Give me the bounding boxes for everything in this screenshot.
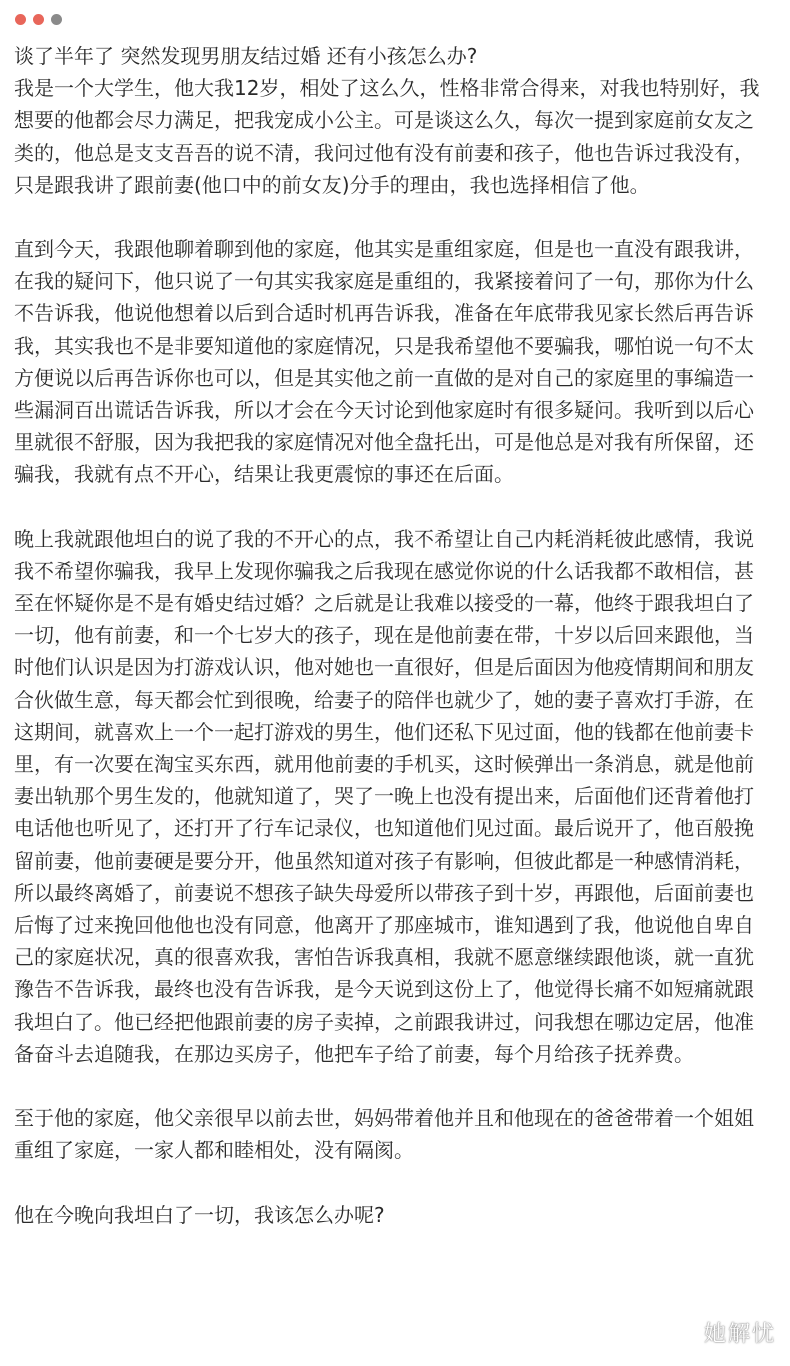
text-line: 类的，他总是支支吾吾的说不清，我问过他有没有前妻和孩子，他也告诉过我没有， [14,140,754,165]
text-line: 电话他也听见了，还打开了行车记录仪，也知道他们见过面。最后说开了，他百般挽 [14,816,754,841]
text-line: 妻出轨那个男生发的，他就知道了，哭了一晚上也没有提出来，后面他们还背着他打 [14,784,754,809]
text-line: 只是跟我讲了跟前妻(他口中的前女友)分手的理由，我也选择相信了他。 [14,172,650,197]
paragraph-4 [14,1102,782,1166]
text-line: 直到今天，我跟他聊着聊到他的家庭，他其实是重组家庭，但是也一直没有跟我讲， [14,237,754,262]
text-line: 在我的疑问下，他只说了一句其实我家庭是重组的，我紧接着问了一句，那你为什么 [14,269,754,294]
post-title: 谈了半年了 突然发现男朋友结过婚 还有小孩怎么办? [14,44,478,68]
text-line: 所以最终离婚了，前妻说不想孩子缺失母爱所以带孩子到十岁，再跟他，后面前妻也 [14,880,754,905]
watermark-logo: 她解忧 [703,1322,776,1347]
text-line: 这期间，就喜欢上一个一起打游戏的男生，他们还私下见过面，他的钱都在他前妻卡 [14,719,754,744]
maximize-dot-icon[interactable] [51,14,62,25]
text-line: 己的家庭状况，真的很喜欢我，害怕告诉我真相，我就不愿意继续跟他谈，就一直犹 [14,945,754,970]
text-line: 些漏洞百出谎话告诉我，所以才会在今天讨论到他家庭时有很多疑问。我听到以后心 [14,398,754,423]
closing-question: 他在今晚向我坦白了一切，我该怎么办呢? [14,1202,385,1227]
text-line: 我坦白了。他已经把他跟前妻的房子卖掉，之前跟我讲过，问我想在哪边定居，他准 [14,1009,754,1034]
text-line: 方便说以后再告诉你也可以，但是其实他之前一直做的是对自己的家庭里的事编造一 [14,365,754,390]
paragraph-3 [14,523,782,1070]
paragraph-5 [14,1199,782,1231]
text-line: 不告诉我，他说他想着以后到合适时机再告诉我，准备在年底带我见家长然后再告诉 [14,301,754,326]
text-line: 合伙做生意，每天都会忙到很晚，给妻子的陪伴也就少了，她的妻子喜欢打手游，在 [14,687,754,712]
window-controls [15,14,62,25]
text-line: 里就很不舒服，因为我把我的家庭情况对他全盘托出，可是他总是对我有所保留，还 [14,430,754,455]
paragraph-1 [14,40,782,201]
text-line: 一切，他有前妻，和一个七岁大的孩子，现在是他前妻在带，十岁以后回来跟他，当 [14,623,754,648]
text-line: 后悔了过来挽回他他也没有同意，他离开了那座城市，谁知遇到了我，他说他自卑自 [14,913,754,938]
text-line: 至在怀疑你是不是有婚史结过婚？之后就是让我难以接受的一幕，他终于跟我坦白了 [14,591,754,616]
text-line: 我是一个大学生，他大我12岁，相处了这么久，性格非常合得来，对我也特别好，我 [14,76,760,101]
text-line: 我，其实我也不是非要知道他的家庭情况，只是我希望他不要骗我，哪怕说一句不太 [14,333,754,358]
paragraph-2 [14,233,782,491]
text-line: 备奋斗去追随我，在那边买房子，他把车子给了前妻，每个月给孩子抚养费。 [14,1041,694,1066]
text-line: 豫告不告诉我，最终也没有告诉我，是今天说到这份上了，他觉得长痛不如短痛就跟 [14,977,754,1002]
text-line: 我不希望你骗我，我早上发现你骗我之后我现在感觉你说的什么话我都不敢相信，甚 [14,558,754,583]
text-line: 重组了家庭，一家人都和睦相处，没有隔阂。 [14,1138,414,1163]
text-line: 想要的他都会尽力满足，把我宠成小公主。可是谈这么久，每次一提到家庭前女友之 [14,108,754,133]
text-line: 里，有一次要在淘宝买东西，就用他前妻的手机买，这时候弹出一条消息，就是他前 [14,752,754,777]
text-line: 时他们认识是因为打游戏认识，他对她也一直很好，但是后面因为他疫情期间和朋友 [14,655,754,680]
post-body [14,40,782,1263]
close-dot-icon[interactable] [15,14,26,25]
text-line: 留前妻，他前妻硬是要分开，他虽然知道对孩子有影响，但彼此都是一种感情消耗， [14,848,754,873]
minimize-dot-icon[interactable] [33,14,44,25]
text-line: 骗我，我就有点不开心，结果让我更震惊的事还在后面。 [14,462,514,487]
text-line: 至于他的家庭，他父亲很早以前去世，妈妈带着他并且和他现在的爸爸带着一个姐姐 [14,1106,754,1131]
text-line: 晚上我就跟他坦白的说了我的不开心的点，我不希望让自己内耗消耗彼此感情，我说 [14,526,754,551]
